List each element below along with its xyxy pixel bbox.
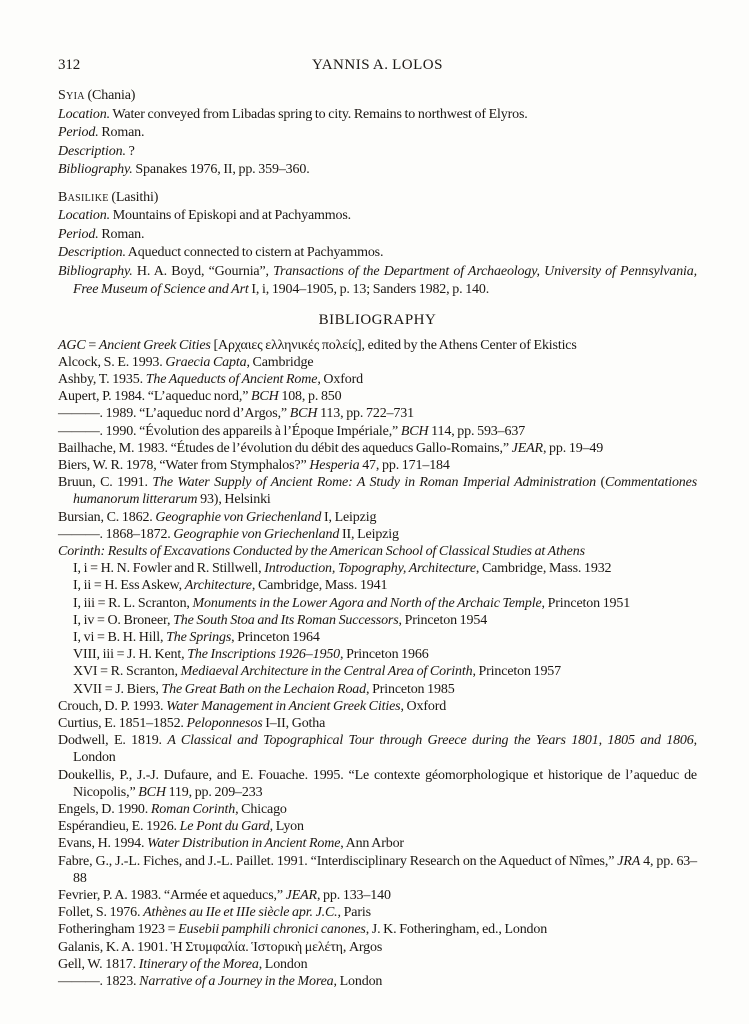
bibliography-entry: Alcock, S. E. 1993. Graecia Capta, Cambridge (58, 354, 314, 370)
bibliography-entry: I, iii = R. L. Scranton, Monuments in the Lower Agora and North of the Archaic Temple, Princeton 1951 (73, 595, 631, 611)
bibliography-entry: Bursian, C. 1862. Geographie von Griechenland I, Leipzig (58, 509, 377, 525)
bibliography-entry: Espérandieu, E. 1926. Le Pont du Gard, Lyon (58, 819, 304, 835)
catalog-line: Period. Roman. (58, 226, 145, 242)
site-heading: Syia (Chania) (58, 88, 136, 103)
catalog-line: Location. Mountains of Episkopi and at Pachyammos. (58, 208, 351, 223)
catalog-line: Bibliography. Spanakes 1976, II, pp. 359–360. (58, 162, 310, 177)
bibliography-entry: Aupert, P. 1984. “L’aqueduc nord,” BCH 108, p. 850 (58, 389, 342, 405)
catalog-line: Bibliography. H. A. Boyd, “Gournia”, Transactions of the Department of Archaeology, University of Pennsylvania, Free Museum of Science and Art I, i, 1904–1905, p. 13; Sanders 1982, p. 140. (58, 263, 697, 297)
bibliography-entry: Bruun, C. 1991. The Water Supply of Ancient Rome: A Study in Roman Imperial Administration (Commentationes humanorum litterarum 93), Helsinki (58, 475, 698, 508)
site-name: Syia (58, 88, 85, 103)
bibliography-entry: ———. 1868–1872. Geographie von Griechenland II, Leipzig (58, 526, 399, 542)
bibliography-entry: Curtius, E. 1851–1852. Peloponnesos I–II, Gotha (58, 715, 326, 731)
bibliography-entry: Follet, S. 1976. Athènes au IIe et IIIe siècle apr. J.C., Paris (58, 905, 371, 921)
catalog-line: Location. Water conveyed from Libadas spring to city. Remains to northwest of Elyros. (58, 106, 528, 122)
catalog-line: Description. ? (58, 143, 135, 159)
bibliography-entry: Galanis, K. A. 1901. Ἡ Στυμφαλία. Ἱστορικὴ μελέτη, Argos (58, 939, 383, 955)
bibliography-entry: I, i = H. N. Fowler and R. Stillwell, Introduction, Topography, Architecture, Cambridge, Mass. 1932 (73, 561, 612, 577)
catalog-entry (58, 87, 697, 180)
page-number: 312 (58, 57, 81, 73)
bibliography-entry: Doukellis, P., J.-J. Dufaure, and E. Fouache. 1995. “Le contexte géomorphologique et historique de l’aqueduc de Nicopolis,” BCH 119, pp. 209–233 (58, 767, 697, 800)
bibliography-entry: AGC = Ancient Greek Cities [Αρχαιες ελληνικές πολείς], edited by the Athens Center of Ekistics (58, 337, 577, 353)
bibliography-entry: ———. 1989. “L’aqueduc nord d’Argos,” BCH 113, pp. 722–731 (58, 406, 414, 422)
bibliography-entry: Crouch, D. P. 1993. Water Management in Ancient Greek Cities, Oxford (58, 698, 447, 714)
bibliography-entry: ———. 1990. “Évolution des appareils à l’Époque Impériale,” BCH 114, pp. 593–637 (58, 423, 526, 439)
bibliography-heading: BIBLIOGRAPHY (318, 311, 437, 328)
bibliography-entry: Biers, W. R. 1978, “Water from Stymphalos?” Hesperia 47, pp. 171–184 (58, 457, 450, 473)
site-heading: Basilike (Lasithi) (58, 189, 159, 205)
bibliography-entry: Corinth: Results of Excavations Conducted by the American School of Classical Studies at Athens (58, 543, 585, 559)
running-head (58, 56, 697, 74)
bibliography-entry: ———. 1823. Narrative of a Journey in the Morea, London (58, 974, 383, 990)
bibliography-entry: Fabre, G., J.-L. Fiches, and J.-L. Paillet. 1991. “Interdisciplinary Research on the Aqueduct of Nîmes,” JRA 4, pp. 63–88 (58, 853, 697, 886)
bibliography-entry: Dodwell, E. 1819. A Classical and Topographical Tour through Greece during the Years 1801, 1805 and 1806, London (58, 733, 697, 766)
site-catalog-section (58, 87, 697, 300)
bibliography-entry: XVII = J. Biers, The Great Bath on the Lechaion Road, Princeton 1985 (73, 681, 455, 697)
bibliography-entry: Fotheringham 1923 = Eusebii pamphili chronici canones, J. K. Fotheringham, ed., London (58, 922, 548, 938)
bibliography-list (58, 337, 697, 991)
bibliography-entry: Fevrier, P. A. 1983. “Armée et aqueducs,” JEAR, pp. 133–140 (58, 888, 391, 903)
bibliography-entry: Ashby, T. 1935. The Aqueducts of Ancient Rome, Oxford (58, 371, 363, 387)
site-name: Basilike (58, 189, 109, 205)
bibliography-entry: Gell, W. 1817. Itinerary of the Morea, London (58, 956, 308, 972)
bibliography-entry: XVI = R. Scranton, Mediaeval Architecture in the Central Area of Corinth, Princeton 1957 (73, 664, 561, 680)
bibliography-entry: VIII, iii = J. H. Kent, The Inscriptions 1926–1950, Princeton 1966 (73, 647, 429, 663)
catalog-line: Description. Aqueduct connected to cistern at Pachyammos. (58, 245, 384, 260)
bibliography-entry: Engels, D. 1990. Roman Corinth, Chicago (58, 801, 287, 817)
running-head-author: YANNIS A. LOLOS (312, 57, 443, 73)
bibliography-entry: Bailhache, M. 1983. “Études de l’évolution du débit des aqueducs Gallo-Romains,” JEAR, pp. 19–49 (58, 440, 604, 456)
bibliography-entry: Evans, H. 1994. Water Distribution in Ancient Rome, Ann Arbor (58, 836, 404, 852)
bibliography-entry: I, vi = B. H. Hill, The Springs, Princeton 1964 (73, 629, 320, 645)
bibliography-entry: I, iv = O. Broneer, The South Stoa and Its Roman Successors, Princeton 1954 (73, 612, 488, 628)
catalog-entry (58, 189, 697, 300)
catalog-line: Period. Roman. (58, 125, 145, 140)
bibliography-entry: I, ii = H. Ess Askew, Architecture, Cambridge, Mass. 1941 (73, 578, 388, 594)
